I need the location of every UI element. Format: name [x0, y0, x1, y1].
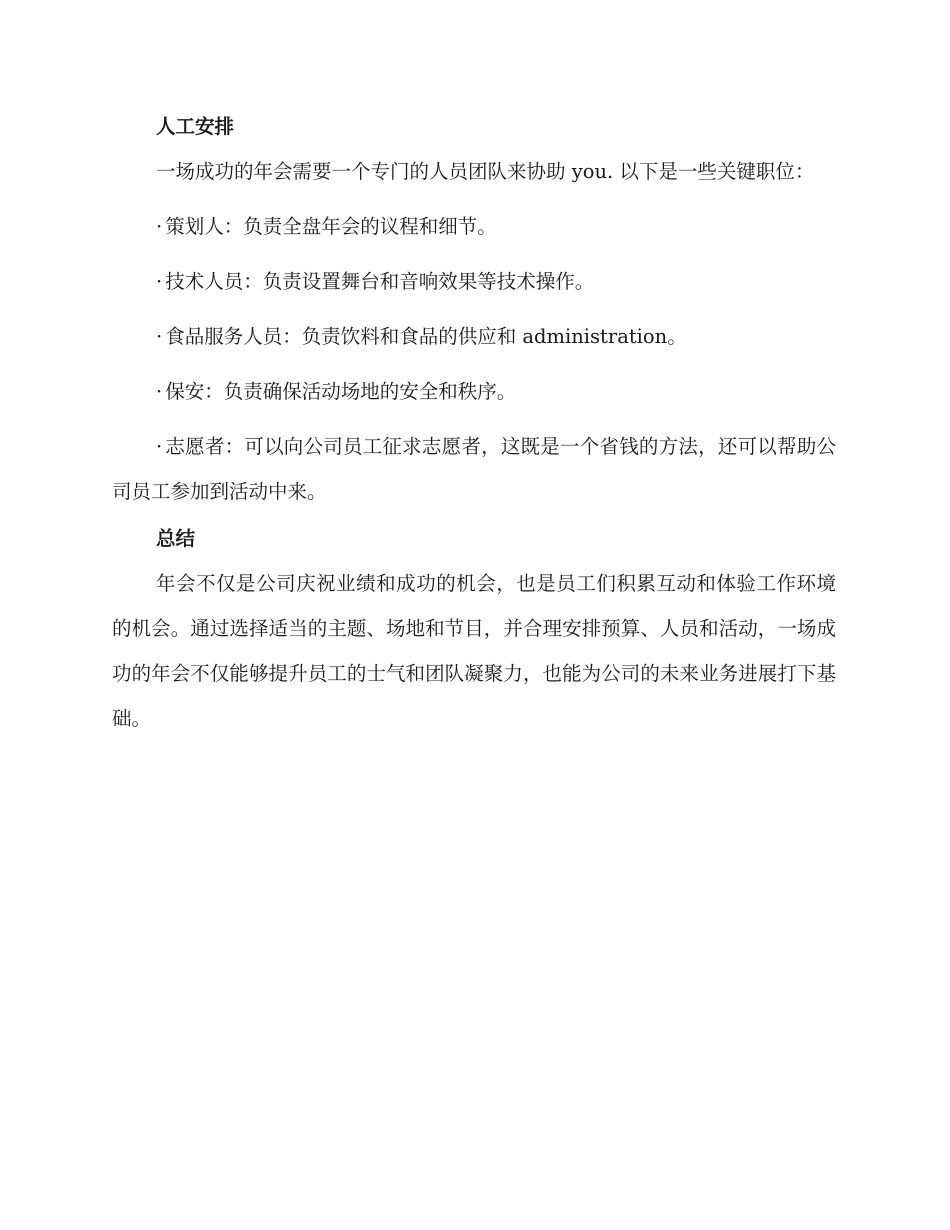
list-item-text: 技术人员：负责设置舞台和音响效果等技术操作。: [165, 270, 595, 293]
list-item-volunteers: [112, 424, 836, 514]
list-item-text: 保安：负责确保活动场地的安全和秩序。: [165, 380, 517, 403]
document-content: [112, 112, 836, 751]
bullet-glyph: ·: [156, 215, 163, 238]
bullet-glyph: ·: [156, 435, 163, 458]
section-heading-staffing: 人工安排: [156, 115, 235, 138]
list-item-technician: [112, 259, 836, 304]
list-item-text: 策划人：负责全盘年会的议程和细节。: [165, 215, 497, 238]
summary-paragraph: 年会不仅是公司庆祝业绩和成功的机会，也是员工们积累互动和体验工作环境的机会。通过选择适当的主题、场地和节目，并合理安排预算、人员和活动，一场成功的年会不仅能够提升员工的士气和团队凝聚力，也能为公司的未来业务进展打下基础。: [112, 572, 836, 730]
bullet-glyph: ·: [156, 380, 163, 403]
list-item-text: 食品服务人员：负责饮料和食品的供应和 administration。: [165, 325, 687, 348]
list-item-food-service: [112, 314, 836, 359]
bullet-glyph: ·: [156, 270, 163, 293]
list-item-security: [112, 369, 836, 414]
staffing-intro-paragraph: 一场成功的年会需要一个专门的人员团队来协助 you. 以下是一些关键职位：: [156, 160, 815, 183]
bullet-glyph: ·: [156, 325, 163, 348]
section-heading-summary: 总结: [156, 527, 196, 550]
list-item-planner: [112, 204, 836, 249]
list-item-text: 志愿者：可以向公司员工征求志愿者，这既是一个省钱的方法，还可以帮助公司员工参加到活动中来。: [112, 435, 836, 503]
